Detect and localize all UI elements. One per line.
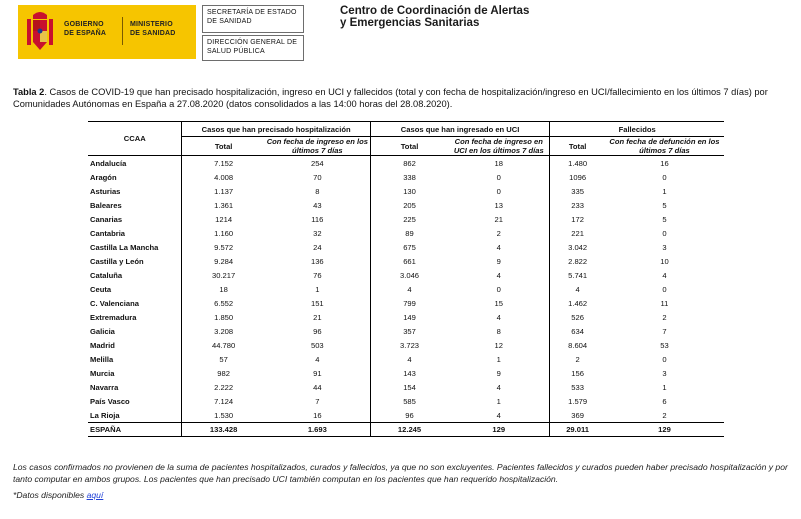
ccaa-cell: Cantabria: [90, 228, 126, 238]
hosp-7d-cell: 43: [313, 200, 322, 210]
fal-total-cell: 3.042: [550, 240, 605, 254]
fal-total-cell: 233: [550, 198, 605, 212]
hosp-total-cell: 133.428: [182, 423, 265, 437]
fal-total-cell: 526: [550, 310, 605, 324]
fal-total-cell: 1.462: [550, 296, 605, 310]
hosp-7d-cell: 116: [311, 214, 324, 224]
table-row: [88, 282, 724, 296]
uci-7d-cell: 4: [496, 242, 501, 252]
uci-7d-cell: 4: [496, 382, 501, 392]
hosp-total-cell: 2.222: [182, 380, 265, 394]
uci-7d-cell: 9: [496, 256, 501, 266]
hosp-total-cell: 9.572: [182, 240, 265, 254]
hosp-total-cell: 3.208: [182, 324, 265, 338]
hosp-total-header: Total: [182, 137, 265, 156]
fal-total-cell: 634: [550, 324, 605, 338]
total-row: [88, 423, 724, 437]
uci-total-cell: 862: [370, 156, 448, 171]
ministry-label: MINISTERIO DE SANIDAD: [130, 21, 176, 37]
table-row: [88, 296, 724, 310]
ccaa-cell: Murcia: [90, 368, 115, 378]
uci-total-cell: 799: [370, 296, 448, 310]
footnote: Los casos confirmados no provienen de la suma de pacientes hospitalizados, curados y fallecidos, ya que no son excluyentes. Pacientes fallecidos y curados pueden haber precisado hospitalización y por tanto computar en ambos grupos. Los pacientes que han precisado UCI también computan en los pacientes que han requerido hospitalización.: [13, 462, 788, 484]
uci-total-cell: 357: [370, 324, 448, 338]
uci-total-cell: 661: [370, 254, 448, 268]
ccaa-cell: Ceuta: [90, 284, 112, 294]
fal-7d-cell: 10: [660, 256, 669, 266]
uci-total-cell: 89: [370, 226, 448, 240]
fal-total-cell: 2.822: [550, 254, 605, 268]
fal-total-cell: 335: [550, 184, 605, 198]
table-row: [88, 198, 724, 212]
table-body: [88, 156, 724, 437]
fal-7d-cell: 5: [662, 214, 667, 224]
fal-total-cell: 221: [550, 226, 605, 240]
fal-total-cell: 156: [550, 366, 605, 380]
fal-total-cell: 2: [550, 352, 605, 366]
hosp-7d-header: Con fecha de ingreso en los últimos 7 días: [265, 137, 371, 156]
uci-total-cell: 3.723: [370, 338, 448, 352]
centre-title: Centro de Coordinación de Alertas y Emergencias Sanitarias: [340, 5, 530, 29]
uci-7d-cell: 2: [496, 228, 501, 238]
hosp-7d-cell: 91: [313, 368, 322, 378]
table-row: [88, 170, 724, 184]
fal-total-cell: 1096: [550, 170, 605, 184]
table-row: [88, 254, 724, 268]
fal-total-cell: 4: [550, 282, 605, 296]
fal-7d-header: Con fecha de defunción en los últimos 7 días: [605, 137, 724, 156]
uci-7d-cell: 4: [496, 270, 501, 280]
gov-label: GOBIERNO DE ESPAÑA: [64, 21, 107, 37]
ccaa-cell: Melilla: [90, 354, 114, 364]
fal-7d-cell: 129: [605, 423, 724, 437]
uci-7d-cell: 15: [494, 298, 503, 308]
uci-7d-cell: 13: [494, 200, 503, 210]
hosp-total-cell: 30.217: [182, 268, 265, 282]
hosp-7d-cell: 16: [313, 410, 322, 420]
fal-7d-cell: 0: [662, 354, 667, 364]
fal-total-cell: 1.480: [550, 156, 605, 171]
hosp-7d-cell: 7: [315, 396, 320, 406]
uci-7d-cell: 0: [496, 186, 501, 196]
hosp-total-cell: 1.530: [182, 408, 265, 423]
table-row: [88, 352, 724, 366]
hosp-total-cell: 9.284: [182, 254, 265, 268]
uci-7d-cell: 1: [496, 396, 501, 406]
directorate-box: DIRECCIÓN GENERAL DE SALUD PÚBLICA: [202, 35, 304, 61]
fal-7d-cell: 5: [662, 200, 667, 210]
fal-7d-cell: 3: [662, 242, 667, 252]
hosp-total-cell: 44.780: [182, 338, 265, 352]
hosp-total-cell: 7.152: [182, 156, 265, 171]
hosp-7d-cell: 1.693: [265, 423, 371, 437]
coat-of-arms-icon: [24, 9, 56, 55]
uci-group-header: Casos que han ingresado en UCI: [370, 122, 549, 137]
ccaa-cell: Castilla La Mancha: [90, 242, 159, 252]
ccaa-cell: Andalucía: [90, 158, 127, 168]
hosp-7d-cell: 151: [310, 298, 324, 308]
hosp-total-cell: 18: [182, 282, 265, 296]
fal-7d-cell: 6: [662, 396, 667, 406]
uci-7d-cell: 12: [494, 340, 503, 350]
fal-total-cell: 8.604: [550, 338, 605, 352]
uci-7d-cell: 21: [494, 214, 503, 224]
uci-7d-cell: 4: [496, 312, 501, 322]
table-row: [88, 310, 724, 324]
hosp-7d-cell: 21: [313, 312, 322, 322]
uci-7d-cell: 1: [496, 354, 501, 364]
fal-total-cell: 533: [550, 380, 605, 394]
ccaa-cell: Navarra: [90, 382, 119, 392]
logo-divider: [122, 17, 123, 45]
fal-7d-cell: 0: [662, 172, 667, 182]
footnote-data-text: *Datos disponibles: [13, 490, 87, 500]
uci-7d-cell: 4: [496, 410, 501, 420]
fal-7d-cell: 53: [660, 340, 669, 350]
fal-total-cell: 369: [550, 408, 605, 423]
uci-7d-cell: 9: [496, 368, 501, 378]
table-row: [88, 156, 724, 171]
hosp-7d-cell: 96: [313, 326, 322, 336]
hosp-7d-cell: 44: [313, 382, 322, 392]
uci-total-cell: 154: [370, 380, 448, 394]
hosp-7d-cell: 503: [310, 340, 324, 350]
hosp-total-cell: 7.124: [182, 394, 265, 408]
secretariat-box: SECRETARÍA DE ESTADO DE SANIDAD: [202, 5, 304, 33]
uci-total-cell: 338: [370, 170, 448, 184]
fal-total-header: Total: [550, 137, 605, 156]
hosp-total-cell: 4.008: [182, 170, 265, 184]
uci-total-cell: 3.046: [370, 268, 448, 282]
uci-total-cell: 205: [370, 198, 448, 212]
table-row: [88, 240, 724, 254]
hosp-total-cell: 982: [182, 366, 265, 380]
footnote-data-source: [13, 490, 103, 500]
table-row: [88, 212, 724, 226]
uci-total-cell: 149: [370, 310, 448, 324]
hosp-total-cell: 1214: [182, 212, 265, 226]
data-link[interactable]: aquí: [86, 490, 104, 500]
caption-text: . Casos de COVID-19 que han precisado hospitalización, ingreso en UCI y fallecidos (total y con fecha de hospitalización/ingreso en UCI/fallecimiento en los últimos 7 días) por Comunidades Autónomas en España a 27.08.2020 (datos consolidados a las 14:00 horas del 28.08.2020).: [13, 87, 768, 109]
hosp-group-header: Casos que han precisado hospitalización: [182, 122, 370, 137]
ccaa-header: CCAA: [88, 122, 182, 156]
table-row: [88, 380, 724, 394]
ccaa-cell: Baleares: [90, 200, 122, 210]
table-row: [88, 408, 724, 423]
ccaa-cell: Madrid: [90, 340, 115, 350]
uci-total-cell: 4: [370, 282, 448, 296]
uci-7d-cell: 18: [494, 158, 503, 168]
uci-total-cell: 96: [370, 408, 448, 423]
fal-7d-cell: 16: [660, 158, 669, 168]
fal-7d-cell: 1: [662, 186, 667, 196]
uci-total-cell: 12.245: [370, 423, 448, 437]
ccaa-cell: Canarias: [90, 214, 123, 224]
hosp-7d-cell: 136: [310, 256, 324, 266]
uci-7d-cell: 0: [496, 172, 501, 182]
fal-7d-cell: 1: [662, 382, 667, 392]
fal-7d-cell: 0: [662, 284, 667, 294]
ccaa-cell: País Vasco: [90, 396, 130, 406]
government-logo: [18, 5, 196, 59]
ccaa-cell: Cataluña: [90, 270, 123, 280]
fal-7d-cell: 3: [662, 368, 667, 378]
fal-7d-cell: 4: [662, 270, 667, 280]
ccaa-cell: La Rioja: [90, 410, 120, 420]
hosp-7d-cell: 1: [315, 284, 320, 294]
hosp-7d-cell: 70: [313, 172, 322, 182]
fal-total-cell: 172: [550, 212, 605, 226]
uci-total-cell: 225: [370, 212, 448, 226]
fal-total-cell: 5.741: [550, 268, 605, 282]
uci-total-cell: 4: [370, 352, 448, 366]
ccaa-cell: Asturias: [90, 186, 121, 196]
hosp-total-cell: 1.361: [182, 198, 265, 212]
table-row: [88, 366, 724, 380]
ccaa-cell: ESPAÑA: [88, 423, 182, 437]
ccaa-cell: Aragón: [90, 172, 117, 182]
uci-total-cell: 130: [370, 184, 448, 198]
ccaa-cell: Castilla y León: [90, 256, 144, 266]
hosp-7d-cell: 8: [315, 186, 320, 196]
data-table: [88, 121, 724, 437]
table-row: [88, 324, 724, 338]
fal-7d-cell: 2: [662, 312, 667, 322]
ccaa-cell: Galicia: [90, 326, 115, 336]
caption-label: Tabla 2: [13, 87, 45, 97]
table-row: [88, 338, 724, 352]
fal-total-cell: 1.579: [550, 394, 605, 408]
table-row: [88, 184, 724, 198]
table-caption: [13, 86, 785, 110]
ccaa-cell: Extremadura: [90, 312, 137, 322]
hosp-7d-cell: 32: [313, 228, 322, 238]
hosp-total-cell: 1.160: [182, 226, 265, 240]
table-row: [88, 268, 724, 282]
uci-total-cell: 585: [370, 394, 448, 408]
hosp-total-cell: 1.850: [182, 310, 265, 324]
fal-total-cell: 29.011: [550, 423, 605, 437]
hosp-7d-cell: 24: [313, 242, 322, 252]
uci-7d-cell: 0: [496, 284, 501, 294]
uci-total-header: Total: [370, 137, 448, 156]
hosp-7d-cell: 4: [315, 354, 320, 364]
hosp-7d-cell: 254: [310, 158, 324, 168]
uci-7d-cell: 129: [448, 423, 550, 437]
hosp-total-cell: 1.137: [182, 184, 265, 198]
ccaa-cell: C. Valenciana: [90, 298, 139, 308]
uci-total-cell: 675: [370, 240, 448, 254]
table-row: [88, 226, 724, 240]
hosp-total-cell: 6.552: [182, 296, 265, 310]
fal-7d-cell: 0: [662, 228, 667, 238]
uci-total-cell: 143: [370, 366, 448, 380]
uci-7d-header: Con fecha de ingreso en UCI en los últimos 7 días: [448, 137, 550, 156]
fal-7d-cell: 2: [662, 410, 667, 420]
hosp-7d-cell: 76: [313, 270, 322, 280]
uci-7d-cell: 8: [496, 326, 501, 336]
hosp-total-cell: 57: [182, 352, 265, 366]
fal-7d-cell: 7: [662, 326, 667, 336]
table-row: [88, 394, 724, 408]
fal-group-header: Fallecidos: [550, 122, 724, 137]
fal-7d-cell: 11: [660, 298, 669, 308]
